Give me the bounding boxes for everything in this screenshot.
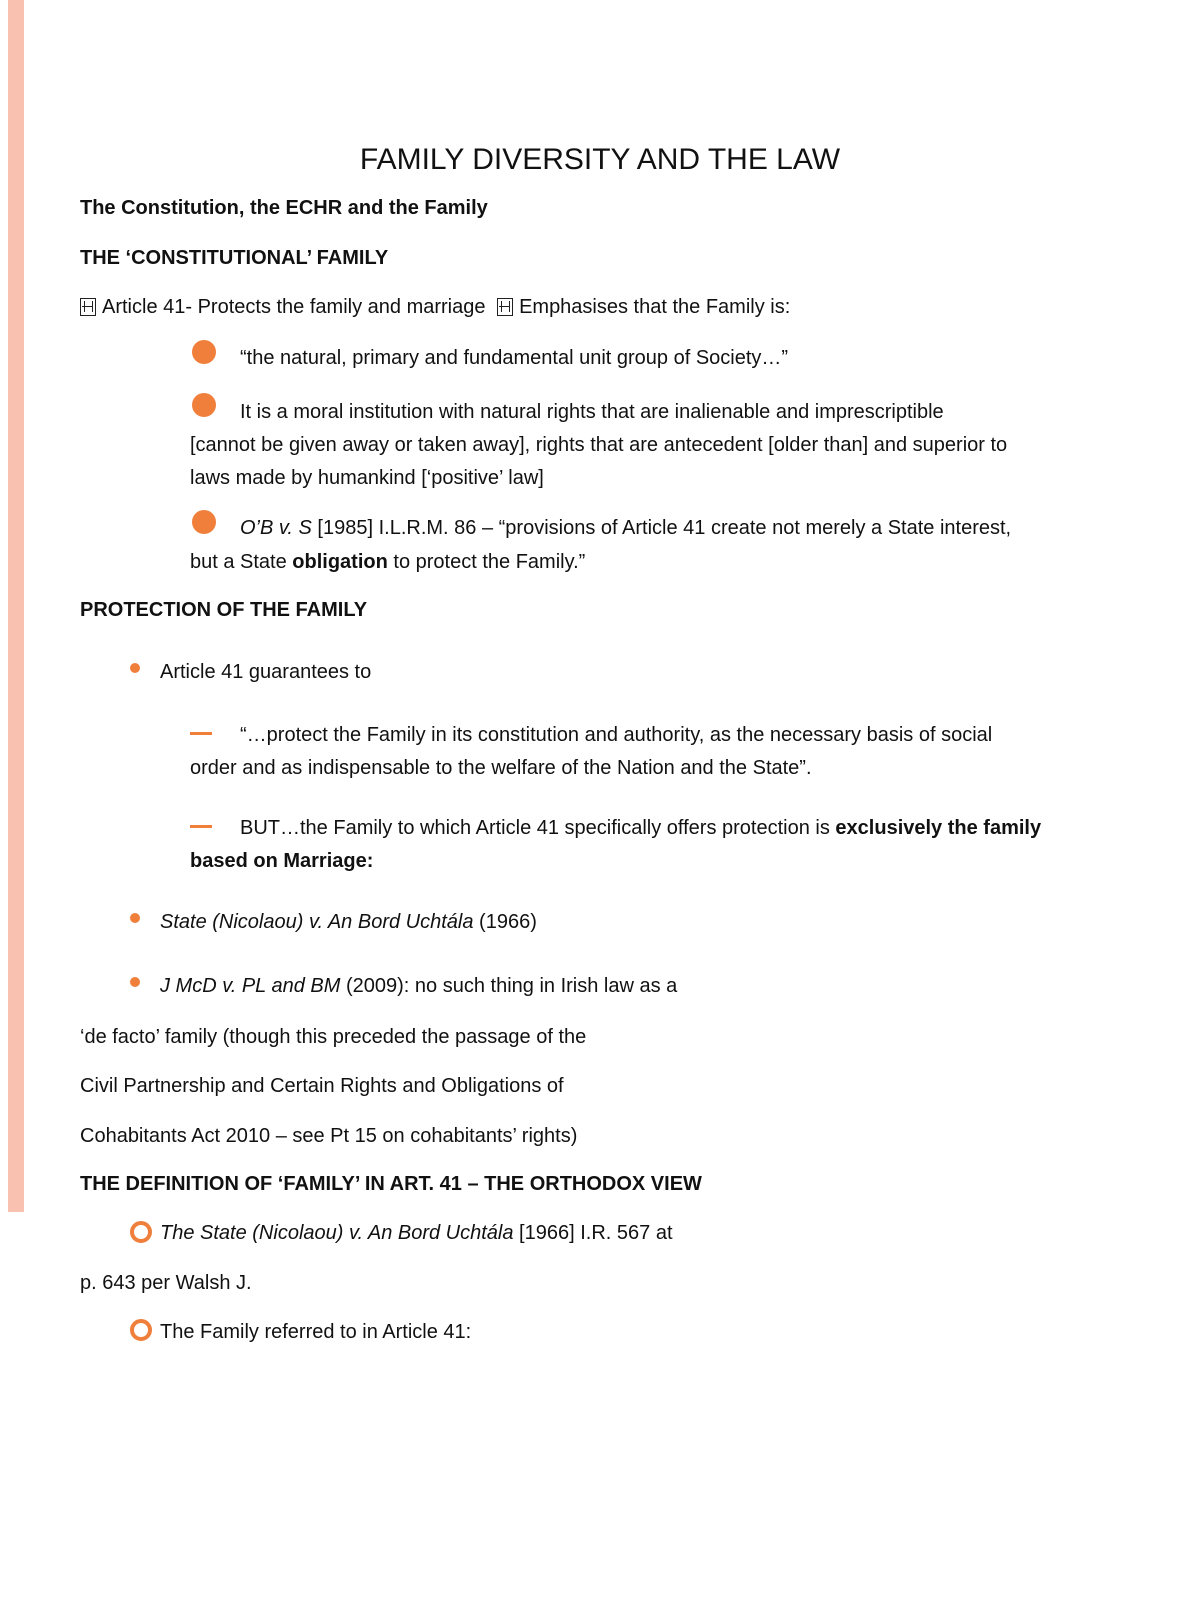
bullet-text: It is a moral institution with natural rights that are inalienable and imprescriptible [240, 401, 944, 423]
placeholder-box-icon [497, 298, 513, 316]
sub-list-item: based on Marriage: [190, 850, 374, 872]
bullet-text: “the natural, primary and fundamental unit group of Society…” [240, 347, 789, 369]
ring-bullet-icon [130, 1319, 152, 1341]
section-heading-constitutional-family: THE ‘CONSTITUTIONAL’ FAMILY [80, 247, 389, 269]
sub-list-item: BUT…the Family to which Article 41 specifically offers protection is exclusively the family [240, 817, 1042, 839]
sub-list-item: “…protect the Family in its constitution and authority, as the necessary basis of social [240, 724, 993, 746]
intro-line: Article 41- Protects the family and marriage Emphasises that the Family is: [80, 295, 790, 319]
bullet-text: O’B v. S [1985] I.L.R.M. 86 – “provisions of Article 41 create not merely a State interest, [240, 517, 1012, 539]
dash-bullet-icon [190, 732, 212, 735]
sub-list-item: order and as indispensable to the welfare of the Nation and the State”. [190, 757, 812, 779]
paragraph-line: ‘de facto’ family (though this preceded the passage of the [80, 1026, 587, 1048]
bullet-text: laws made by humankind [‘positive’ law] [190, 467, 544, 489]
section-heading-protection: PROTECTION OF THE FAMILY [80, 599, 368, 621]
placeholder-box-icon [80, 298, 96, 316]
list-item: Article 41 guarantees to [160, 661, 372, 683]
page-margin-bar [8, 0, 24, 1212]
list-item: J McD v. PL and BM (2009): no such thing in Irish law as a [160, 975, 678, 997]
list-item: State (Nicolaou) v. An Bord Uchtála (1966) [160, 911, 537, 933]
paragraph-line: Civil Partnership and Certain Rights and Obligations of [80, 1075, 564, 1097]
bullet-text: but a State obligation to protect the Family.” [190, 551, 586, 573]
document-subtitle: The Constitution, the ECHR and the Family [80, 197, 488, 219]
bullet-dot-icon [192, 510, 216, 534]
bullet-dot-icon [192, 340, 216, 364]
bullet-dot-icon [192, 393, 216, 417]
bullet-dot-icon [130, 663, 140, 673]
list-item: The Family referred to in Article 41: [160, 1321, 472, 1343]
paragraph-line: Cohabitants Act 2010 – see Pt 15 on cohabitants’ rights) [80, 1125, 578, 1147]
document-title: FAMILY DIVERSITY AND THE LAW [359, 143, 841, 176]
bullet-dot-icon [130, 977, 140, 987]
dash-bullet-icon [190, 825, 212, 828]
bullet-text: [cannot be given away or taken away], rights that are antecedent [older than] and superior to [190, 434, 1008, 456]
section-heading-definition: THE DEFINITION OF ‘FAMILY’ IN ART. 41 – THE ORTHODOX VIEW [80, 1173, 702, 1195]
ring-bullet-icon [130, 1221, 152, 1243]
bullet-dot-icon [130, 913, 140, 923]
list-item: The State (Nicolaou) v. An Bord Uchtála [1966] I.R. 567 at [160, 1222, 673, 1244]
paragraph-line: p. 643 per Walsh J. [80, 1272, 252, 1294]
